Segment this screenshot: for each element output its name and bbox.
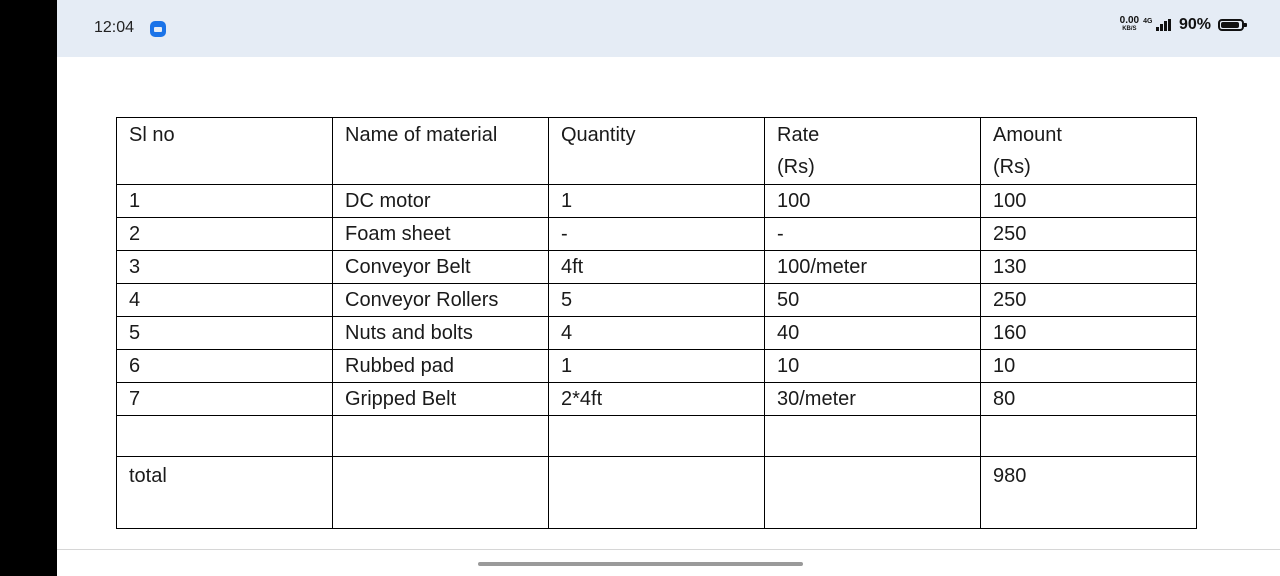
cell-amount: 80: [981, 383, 1197, 416]
table-header-row: [117, 118, 1197, 185]
cell-rate: 100: [765, 185, 981, 218]
network-speed: [1120, 17, 1139, 33]
header-name-of-material: Name of material: [333, 118, 549, 185]
status-indicators: [1120, 16, 1244, 34]
cell-amount: 250: [981, 284, 1197, 317]
table-row: [117, 350, 1197, 383]
cell-sl: 4: [117, 284, 333, 317]
cell-name: Gripped Belt: [333, 383, 549, 416]
table-row: [117, 251, 1197, 284]
total-label: total: [117, 457, 333, 529]
cell-amount: 250: [981, 218, 1197, 251]
cell-qty: 5: [549, 284, 765, 317]
cell-qty: 4ft: [549, 251, 765, 284]
header-sl-no: Sl no: [117, 118, 333, 185]
table-total-row: [117, 457, 1197, 529]
network-type: 4G: [1143, 17, 1153, 25]
cell-name: Conveyor Rollers: [333, 284, 549, 317]
cell-sl: 5: [117, 317, 333, 350]
cell-name: Nuts and bolts: [333, 317, 549, 350]
table-row: [117, 284, 1197, 317]
cell-sl: 3: [117, 251, 333, 284]
cell-qty: 4: [549, 317, 765, 350]
cell-rate: 100/meter: [765, 251, 981, 284]
status-bar: [57, 0, 1280, 57]
cell-qty: -: [549, 218, 765, 251]
cell-rate: 50: [765, 284, 981, 317]
header-quantity: Quantity: [549, 118, 765, 185]
cell-name: Foam sheet: [333, 218, 549, 251]
status-time: 12:04: [94, 19, 135, 36]
cell-qty: 1: [549, 185, 765, 218]
network-speed-unit: KB/S: [1122, 26, 1137, 32]
cell-amount: 160: [981, 317, 1197, 350]
scroll-indicator[interactable]: [478, 562, 803, 566]
table-blank-row: [117, 416, 1197, 457]
bottom-divider: [57, 549, 1280, 550]
cell-rate: 30/meter: [765, 383, 981, 416]
battery-icon: [1218, 19, 1244, 31]
cell-amount: 130: [981, 251, 1197, 284]
cell-sl: 1: [117, 185, 333, 218]
cell-sl: 2: [117, 218, 333, 251]
battery-percent: 90%: [1178, 16, 1211, 33]
cell-amount: 100: [981, 185, 1197, 218]
cell-rate: 40: [765, 317, 981, 350]
table-row: [117, 218, 1197, 251]
cell-name: DC motor: [333, 185, 549, 218]
total-amount: 980: [981, 457, 1197, 529]
table-row: [117, 317, 1197, 350]
cell-sl: 6: [117, 350, 333, 383]
cell-qty: 1: [549, 350, 765, 383]
cell-name: Conveyor Belt: [333, 251, 549, 284]
network-speed-value: 0.00: [1119, 15, 1140, 26]
cell-qty: 2*4ft: [549, 383, 765, 416]
cell-amount: 10: [981, 350, 1197, 383]
table-row: [117, 383, 1197, 416]
cell-name: Rubbed pad: [333, 350, 549, 383]
header-amount: Amount (Rs): [981, 118, 1197, 185]
cell-sl: 7: [117, 383, 333, 416]
materials-cost-table: [116, 117, 1197, 529]
signal-icon: [1156, 19, 1171, 31]
app-notification-icon: [150, 21, 166, 37]
cell-rate: -: [765, 218, 981, 251]
header-rate: Rate (Rs): [765, 118, 981, 185]
left-black-bar: [0, 0, 57, 576]
table-row: [117, 185, 1197, 218]
battery-level: [1221, 22, 1239, 28]
cell-rate: 10: [765, 350, 981, 383]
